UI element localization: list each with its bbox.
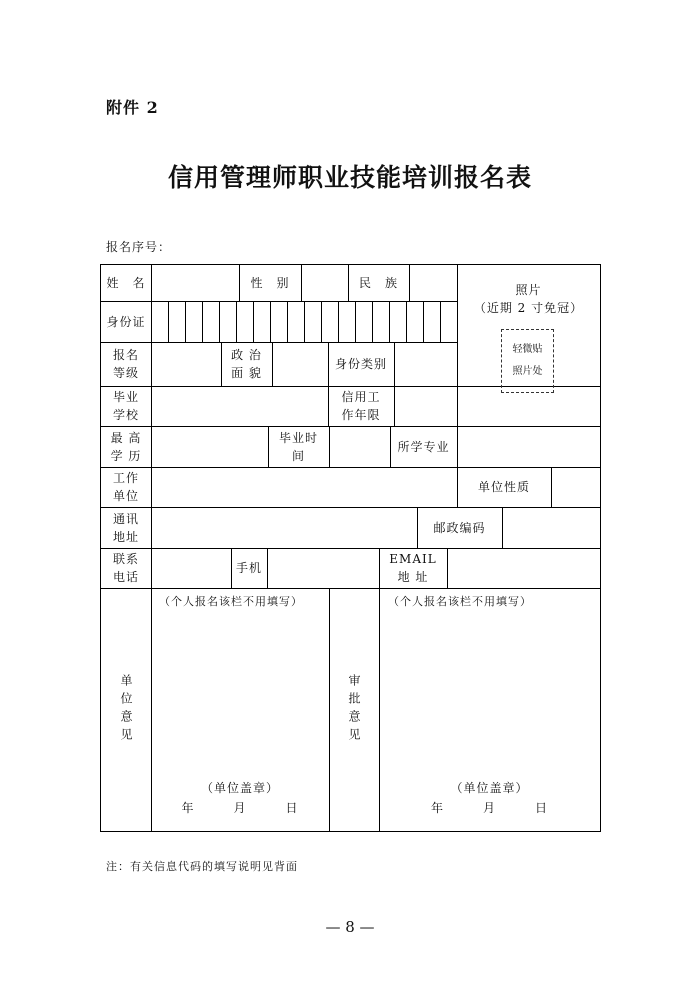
footer-note: 注：有关信息代码的填写说明见背面 [106, 860, 298, 873]
unit-opinion-field[interactable] [152, 610, 329, 770]
credit-years-label: 信用工 作年限 [341, 390, 381, 422]
employer-type-label: 单位性质 [477, 480, 530, 494]
political-status-label: 政 治 面 貌 [231, 348, 262, 380]
name-label: 姓 名 [106, 276, 146, 290]
employer-label: 工作 单位 [112, 471, 139, 503]
id-card-digit-box[interactable] [338, 301, 355, 342]
id-card-digit-box[interactable] [185, 301, 202, 342]
phone-field[interactable] [151, 548, 231, 588]
id-card-label: 身份证 [106, 314, 146, 329]
id-card-digit-box[interactable] [440, 301, 457, 342]
serial-number-label: 报名序号： [106, 240, 172, 254]
unit-seal-date: 年 月 日 [181, 801, 299, 815]
identity-type-field[interactable] [394, 342, 457, 386]
gender-label: 性 别 [250, 276, 290, 290]
major-label: 所学专业 [397, 439, 450, 454]
graduation-time-field[interactable] [329, 426, 390, 467]
approval-opinion-note: （个人报名该栏不用填写） [388, 595, 532, 608]
id-card-digit-box[interactable] [423, 301, 440, 342]
id-card-digit-box[interactable] [168, 301, 185, 342]
attachment-label: 附件 2 [106, 98, 159, 117]
major-field[interactable] [457, 426, 600, 467]
page-number: — 8 — [325, 918, 375, 936]
id-card-digit-box[interactable] [219, 301, 236, 342]
id-card-digit-box[interactable] [151, 301, 168, 342]
registration-form-table [100, 264, 601, 832]
email-field[interactable] [447, 548, 600, 588]
approval-opinion-field[interactable] [380, 610, 600, 770]
name-field[interactable] [151, 265, 239, 301]
id-card-digit-box[interactable] [355, 301, 372, 342]
id-card-digit-box[interactable] [304, 301, 321, 342]
id-card-digit-box[interactable] [236, 301, 253, 342]
phone-label: 联系 电话 [112, 552, 139, 584]
unit-opinion-note: （个人报名该栏不用填写） [159, 595, 303, 608]
id-card-digit-box[interactable] [406, 301, 423, 342]
employer-field[interactable] [151, 467, 457, 507]
id-card-digit-box[interactable] [253, 301, 270, 342]
political-status-field[interactable] [272, 342, 328, 386]
email-label: EMAIL 地 址 [389, 552, 437, 584]
form-title: 信用管理师职业技能培训报名表 [167, 163, 532, 192]
graduation-time-label: 毕业时 间 [278, 430, 318, 463]
address-label: 通讯 地址 [112, 511, 139, 544]
postcode-field[interactable] [502, 507, 600, 548]
ethnicity-field[interactable] [409, 265, 457, 301]
id-card-digit-box[interactable] [287, 301, 304, 342]
id-card-digit-box[interactable] [321, 301, 338, 342]
ethnicity-label: 民 族 [358, 276, 398, 290]
level-label: 报名 等级 [112, 348, 139, 380]
id-card-digit-box[interactable] [372, 301, 389, 342]
unit-seal-label: （单位盖章） [200, 781, 279, 795]
gender-field[interactable] [301, 265, 348, 301]
education-field[interactable] [151, 426, 268, 467]
unit-opinion-label: 单位意见 [119, 673, 133, 746]
approval-seal-label: （单位盖章） [450, 781, 529, 795]
id-card-digit-box[interactable] [270, 301, 287, 342]
school-field[interactable] [151, 386, 328, 426]
identity-type-label: 身份类别 [334, 357, 387, 371]
employer-type-field[interactable] [551, 467, 600, 507]
mobile-field[interactable] [267, 548, 379, 588]
id-card-digit-box[interactable] [202, 301, 219, 342]
credit-years-field[interactable] [394, 386, 457, 426]
mobile-label: 手机 [235, 561, 262, 575]
photo-label: 照片 （近期 2 寸免冠） [473, 283, 584, 315]
postcode-label: 邮政编码 [433, 520, 486, 535]
approval-opinion-label: 审批意见 [347, 673, 361, 746]
approval-seal-date: 年 月 日 [430, 801, 548, 815]
school-label: 毕业 学校 [112, 390, 139, 422]
education-label: 最 高 学 历 [110, 430, 142, 463]
address-field[interactable] [151, 507, 417, 548]
photo-placeholder[interactable]: 轻微贴 照片处 [501, 329, 554, 393]
id-card-digit-box[interactable] [389, 301, 406, 342]
level-field[interactable] [151, 342, 221, 386]
